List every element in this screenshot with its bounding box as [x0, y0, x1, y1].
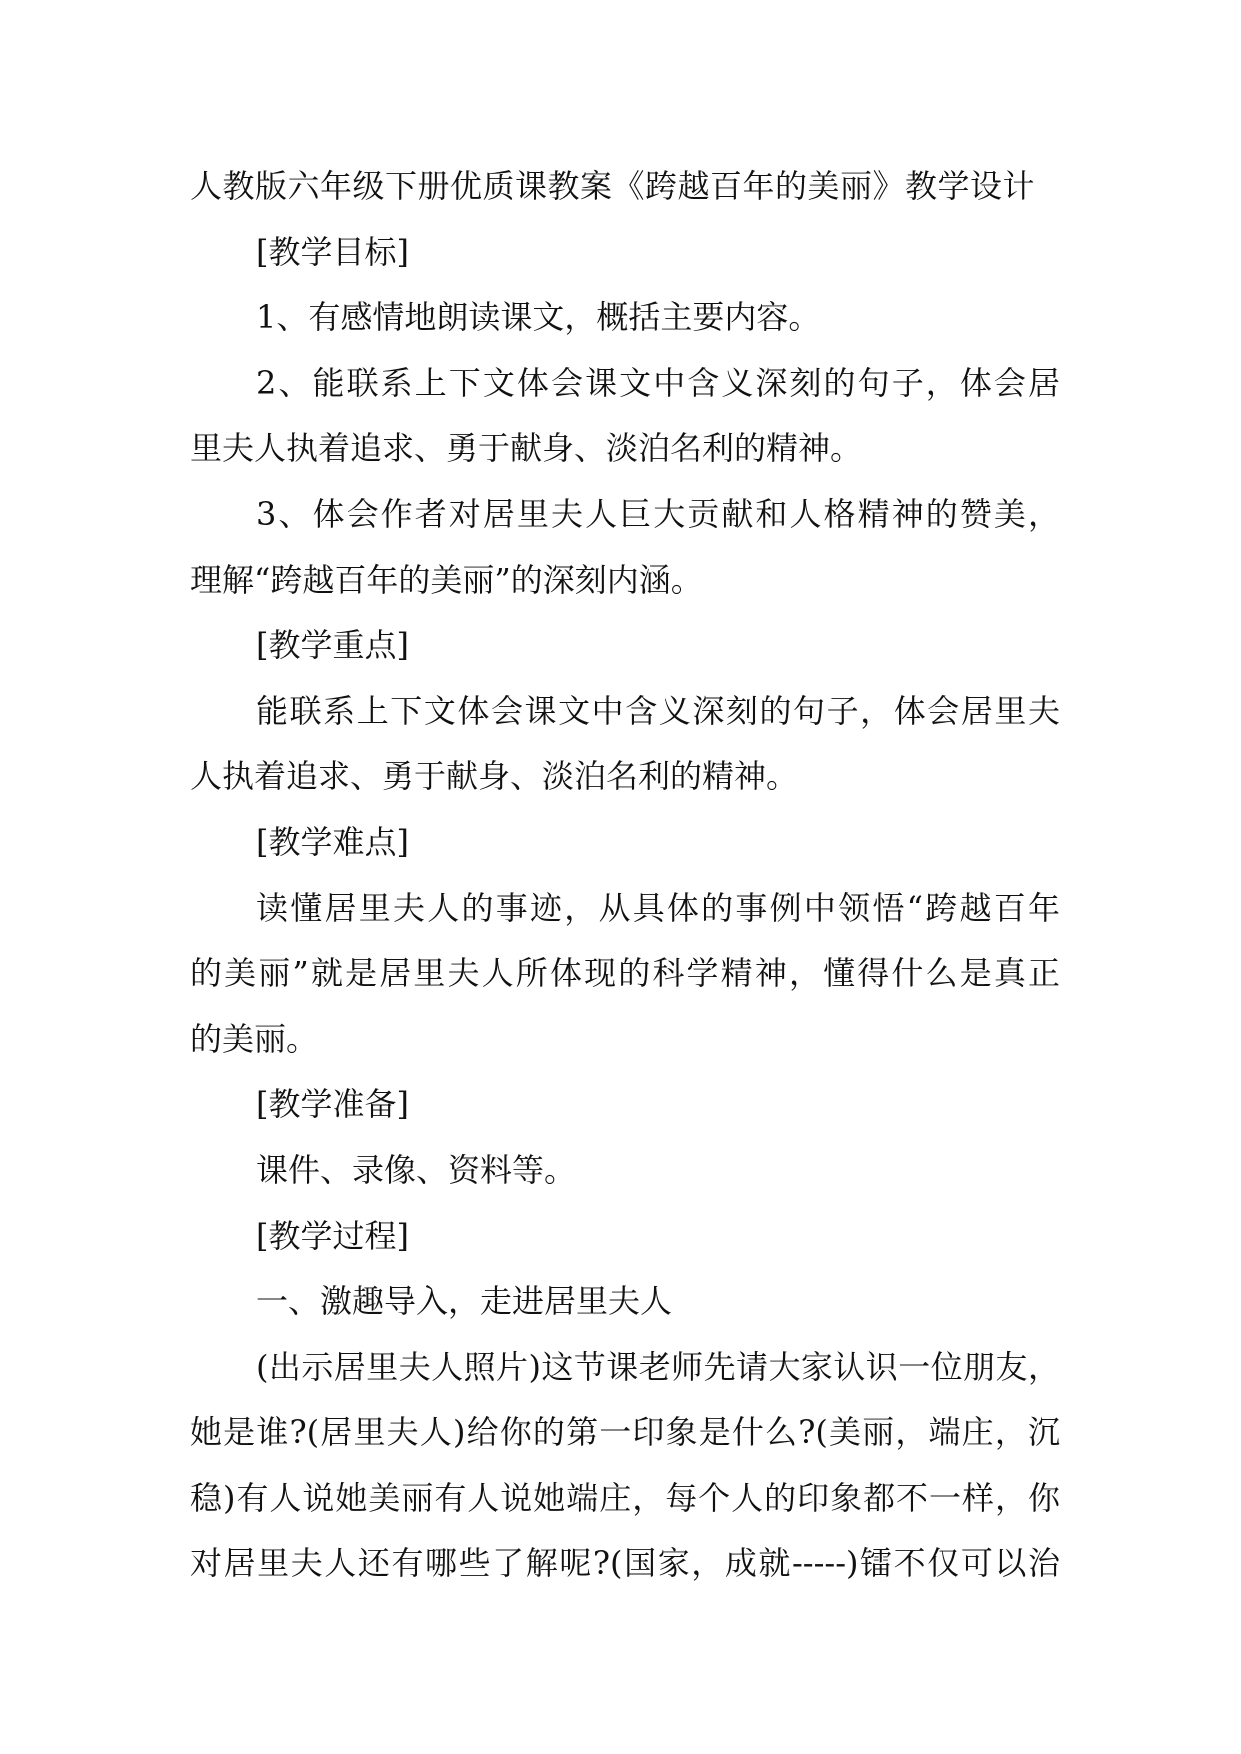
difficulties-line-1: 读懂居里夫人的事迹，从具体的事例中领悟“跨越百年: [256, 888, 1060, 927]
difficulties-heading: [教学难点]: [256, 822, 409, 861]
preparation-line-1: 课件、录像、资料等。: [256, 1150, 577, 1189]
objectives-heading: [教学目标]: [256, 232, 409, 271]
key-points-heading: [教学重点]: [256, 626, 409, 665]
process-paragraph-line-4: 对居里夫人还有哪些了解呢?(国家，成就-----)镭不仅可以治: [190, 1544, 1060, 1583]
difficulties-line-3: 的美丽。: [190, 1019, 319, 1058]
objective-item-2-line-1: 2、能联系上下文体会课文中含义深刻的句子，体会居: [256, 363, 1060, 402]
document-body: [190, 154, 1060, 1597]
preparation-heading: [教学准备]: [256, 1085, 409, 1124]
key-points-line-1: 能联系上下文体会课文中含义深刻的句子，体会居里夫: [256, 691, 1060, 730]
process-paragraph-line-3: 稳)有人说她美丽有人说她端庄，每个人的印象都不一样，你: [190, 1478, 1060, 1517]
document-title: 人教版六年级下册优质课教案《跨越百年的美丽》教学设计: [190, 167, 1036, 205]
objective-item-3-line-2: 理解“跨越百年的美丽”的深刻内涵。: [190, 560, 703, 599]
process-paragraph-line-1: (出示居里夫人照片)这节课老师先请大家认识一位朋友，: [256, 1347, 1060, 1386]
difficulties-line-2: 的美丽”就是居里夫人所体现的科学精神，懂得什么是真正: [190, 954, 1060, 993]
process-paragraph-line-2: 她是谁?(居里夫人)给你的第一印象是什么?(美丽，端庄，沉: [190, 1413, 1060, 1452]
objective-item-3-line-1: 3、体会作者对居里夫人巨大贡献和人格精神的赞美，: [256, 494, 1060, 533]
key-points-line-2: 人执着追求、勇于献身、淡泊名利的精神。: [190, 757, 799, 796]
objective-item-2-line-2: 里夫人执着追求、勇于献身、淡泊名利的精神。: [190, 429, 863, 468]
process-heading: [教学过程]: [256, 1216, 409, 1255]
process-step-1-title: 一、激趣导入，走进居里夫人: [256, 1282, 673, 1321]
objective-item-1: 1、有感情地朗读课文，概括主要内容。: [256, 298, 821, 337]
